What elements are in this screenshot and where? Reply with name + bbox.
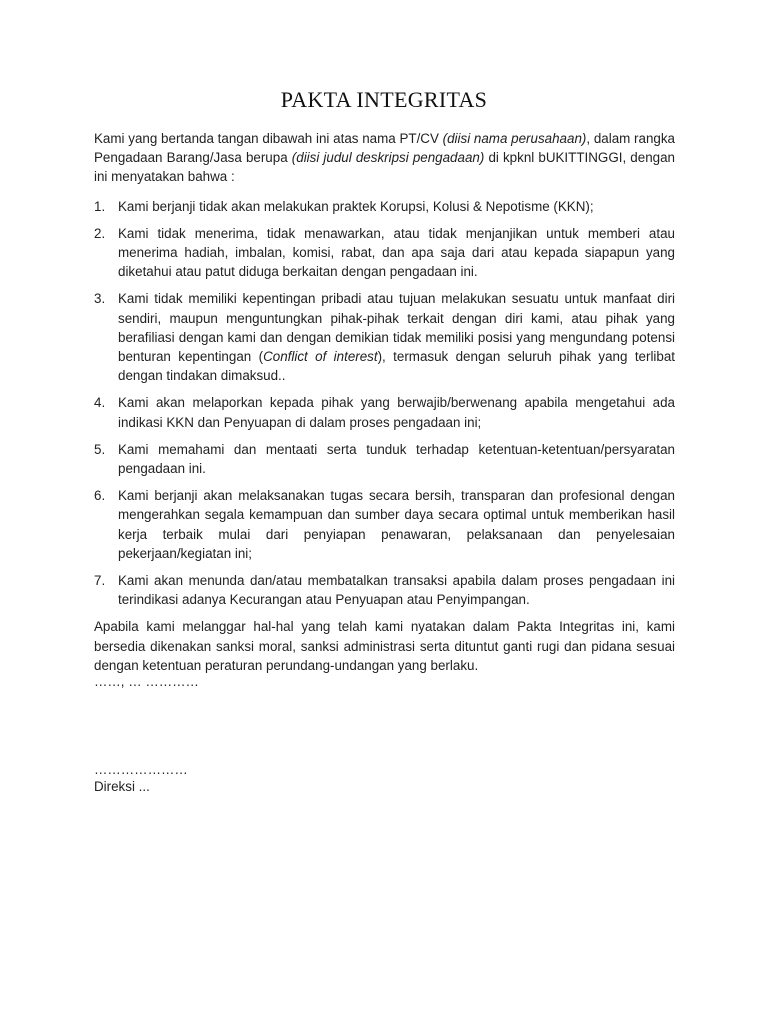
list-item-number: 5. — [94, 441, 106, 457]
list-item-number: 7. — [94, 573, 106, 589]
closing-paragraph: Apabila kami melanggar hal-hal yang telah kami nyatakan dalam Pakta Integritas ini, kami bersedia dikenakan sanksi moral, sanksi administrasi serta dituntut ganti rugi dan pidana sesuai dengan ketentuan peraturan perundang-undangan yang berlaku. — [94, 619, 675, 673]
list-item — [94, 197, 675, 216]
statement-list — [94, 197, 675, 610]
list-item-text: Kami akan melaporkan kepada pihak yang berwajib/berwenang apabila mengetahui ada indikasi KKN dan Penyuapan di dalam proses pengadaan ini; — [118, 395, 675, 430]
list-item — [94, 289, 675, 385]
list-item-number: 4. — [94, 395, 106, 411]
conflict-of-interest-term: Conflict of interest — [263, 349, 378, 365]
list-item-number: 2. — [94, 225, 106, 241]
list-item-number: 1. — [94, 198, 106, 214]
intro-company-placeholder: (diisi nama perusahaan) — [442, 131, 587, 146]
list-item — [94, 440, 675, 478]
list-item-text: Kami tidak menerima, tidak menawarkan, atau tidak menjanjikan untuk memberi atau menerima hadiah, imbalan, komisi, rabat, dan apa saja dari atau kepada siapapun yang diketahui atau patut diduga berkaitan dengan pengadaan ini. — [118, 225, 675, 280]
intro-text-1: Kami yang bertanda tangan dibawah ini atas nama PT/CV — [94, 131, 443, 146]
list-item-text: Kami berjanji akan melaksanakan tugas secara bersih, transparan dan profesional dengan mengerahkan segala kemampuan dan sumber daya secara optimal untuk memberikan hasil kerja terbaik mulai dari penyiapan penawaran, pelaksanaan dan penyelesaian pekerjaan/kegiatan ini; — [118, 488, 675, 561]
list-item — [94, 571, 675, 609]
intro-description-placeholder: (diisi judul deskripsi pengadaan) — [291, 150, 485, 166]
list-item-text: Kami memahami dan mentaati serta tunduk terhadap ketentuan-ketentuan/persyaratan pengadaan ini. — [118, 441, 675, 477]
list-item-text-part: ), termasuk dengan seluruh pihak yang terlibat dengan tindakan dimaksud.. — [118, 349, 676, 384]
document-title: PAKTA INTEGRITAS — [280, 87, 488, 112]
document-body — [94, 129, 675, 675]
list-item — [94, 224, 675, 282]
list-item-text-part: Kami tidak memiliki kepentingan pribadi atau tujuan melakukan sesuatu untuk manfaat diri sendiri, maupun menguntungkan pihak-pihak terkait dengan diri kami, atau pihak yang berafiliasi dengan kami dan dengan demikian tidak memiliki posisi yang mengundang potensi benturan kepentingan ( — [118, 291, 675, 365]
list-item-number: 6. — [94, 488, 106, 504]
list-item — [94, 486, 675, 563]
intro-paragraph — [94, 129, 675, 187]
intro-text-2: , dalam rangka Pengadaan Barang/Jasa berupa — [94, 131, 675, 166]
list-item-text: Kami berjanji tidak akan melakukan praktek Korupsi, Kolusi & Nepotisme (KKN); — [118, 198, 594, 214]
list-item-number: 3. — [94, 291, 106, 307]
signature-line: ………………… — [94, 762, 188, 777]
list-item — [94, 393, 675, 431]
signatory-role: Direksi ... — [94, 779, 150, 794]
intro-text-3: di kpknl bUKITTINGGI, dengan ini menyatakan bahwa : — [94, 150, 675, 185]
place-date-placeholder: ……, … ………… — [94, 674, 199, 689]
list-item-text — [118, 291, 675, 383]
list-item-text: Kami akan menunda dan/atau membatalkan transaksi apabila dalam proses pengadaan ini terindikasi adanya Kecurangan atau Penyuapan atau Penyimpangan. — [118, 573, 675, 608]
